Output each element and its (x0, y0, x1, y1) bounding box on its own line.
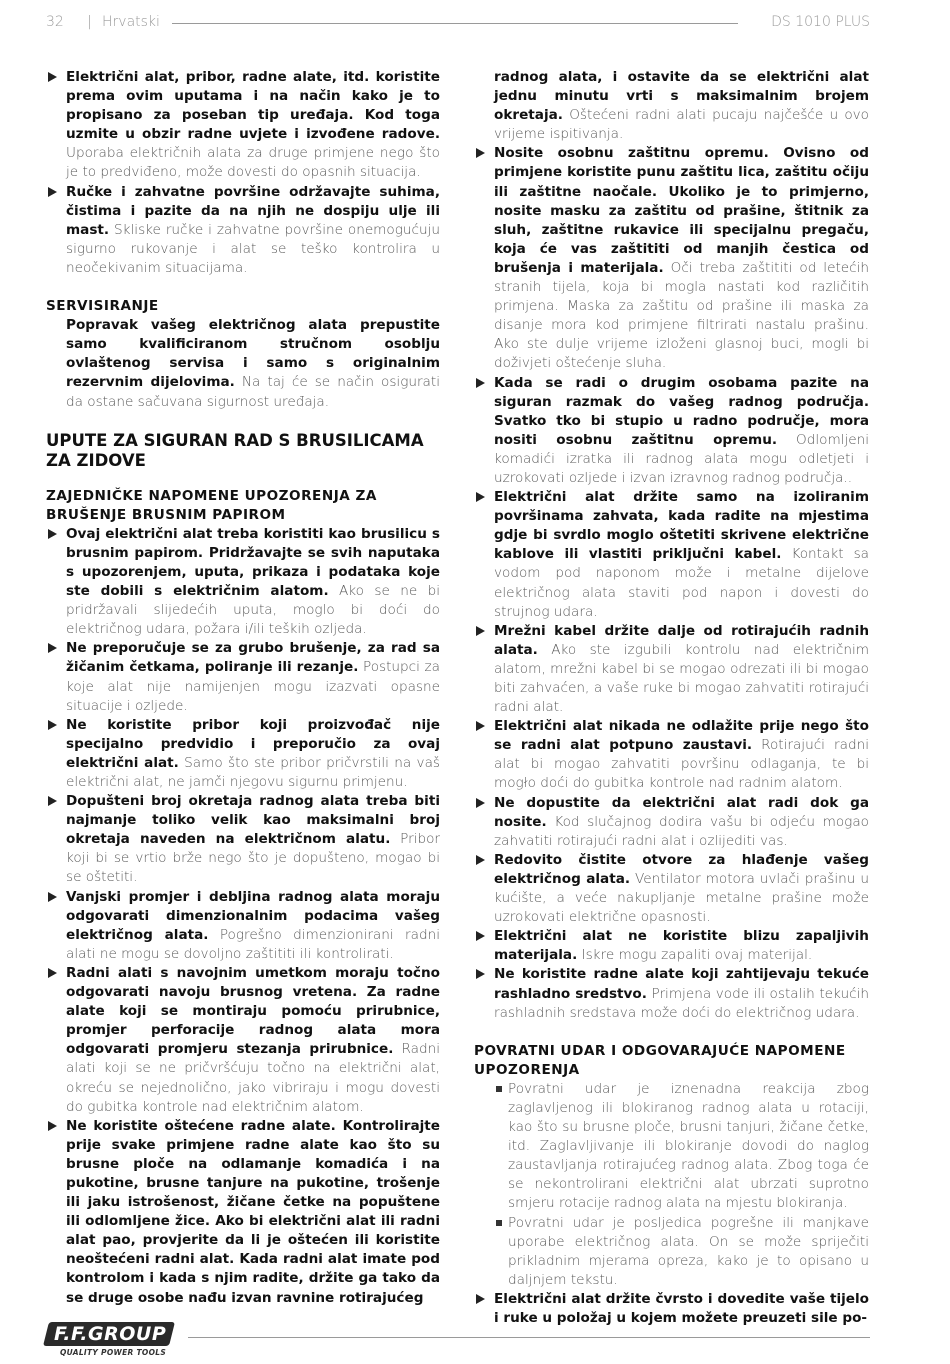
kickback-heading: POVRATNI UDAR I ODGOVARAJUĆE NAPOMENE UPOZORENJA (474, 1042, 846, 1078)
right-column (474, 68, 869, 1328)
bullet-triangle-icon (48, 796, 57, 806)
list-item: Električni alat, pribor, radne alate, itd. koristite prema ovim uputama i na način kako je to propisano za poseban tip uređaja. Kod toga uzmite u obzir radne uvjete i izvođene radove. Uporaba električnih alata za druge primjene nego što je to predviđeno, može dovesti do opasnih situacija. (46, 68, 440, 183)
servis-paragraph: Popravak vašeg električnog alata prepustite samo kvalificiranom stručnom osoblju ovlaštenog servisa i samo s originalnim rezervnim dijelovima. Na taj će se način osigurati da ostane sačuvana sigurnost uređaja. (66, 317, 440, 410)
square-list-item: Povratni udar je iznenadna reakcija zbog zaglavljenog ili blokiranog radnog alata u rotaciji, kao što su brusne ploče, brusni tanjuri, žičane četke, itd. Zaglavljivanje ili blokiranje dovodi do naglog zaustavljanja rotirajućeg radnog alata. Zbog toga će se nekontrolirani električni alat ubrzati suprotno smjeru rotacije radnog alata na mjestu blokiranja. (474, 1080, 869, 1214)
logo-text: F.F.GROUP (54, 1323, 167, 1345)
list-item: Mrežni kabel držite dalje od rotirajućih radnih alata. Ako ste izgubili kontrolu nad električnim alatom, mrežni kabel bi se mogao odrezati ili bi mogao biti zahvaćen, a vaše ruke bi mogao zahvatiti rotirajući radni alat. (474, 622, 869, 717)
header-rule (172, 23, 738, 24)
list-item: Radni alati s navojnim umetkom moraju točno odgovarati navoju brusnog vretena. Za radne alate koji se montiraju pomoću prirubnice, promjer perforacije radnog alata mora odgovarati promjeru stezanja prirubnice. Radni alati koji se ne pričvršćuju točno na električni alat, okreću se nejednolično, jako vibriraju i mogu dovesti do gubitka kontrole nad električnim alatom. (46, 964, 440, 1117)
header-model: DS 1010 PLUS (771, 14, 870, 30)
header-language: Hrvatski (102, 14, 160, 30)
bullet-triangle-icon (476, 378, 485, 388)
bullet-triangle-icon (48, 1121, 57, 1131)
list-item: Električni alat nikada ne odlažite prije nego što se radni alat potpuno zaustavi. Rotirajući radni alat bi mogao zahvatiti površinu odlaganja, te bi mogło doći do gubitka kontrole nad radnim alatom. (474, 717, 869, 793)
bullet-triangle-icon (48, 968, 57, 978)
bullet-triangle-icon (476, 855, 485, 865)
bullet-triangle-icon (476, 798, 485, 808)
bullet-triangle-icon (476, 148, 485, 158)
page-header (0, 14, 950, 34)
page-number: 32 (46, 14, 64, 30)
bullet-triangle-icon (476, 969, 485, 979)
ffgroup-logo (46, 1322, 174, 1358)
list-item-continued: radnog alata, i ostavite da se električni alat jednu minutu vrti s maksimalnim brojem okretaja. Oštećeni radni alati pucaju najčešće u ovo vrijeme ispitivanja. (494, 69, 869, 143)
list-item: Električni alat držite čvrsto i dovedite vaše tijelo i ruke u položaj u kojem možete preuzeti sile po- (474, 1290, 869, 1328)
bullet-triangle-icon (476, 492, 485, 502)
list-item: Dopušteni broj okretaja radnog alata treba biti najmanje toliko velik kao maksimalni broj okretaja naveden na električnom alatu. Pribor koji bi se vrtio brže nego što je dopušteno, mogao bi se oštetiti. (46, 792, 440, 887)
left-column (46, 68, 440, 1308)
list-item: Redovito čistite otvore za hlađenje vašeg električnog alata. Ventilator motora uvlači prašinu u kućište, a veće nakupljanje metalne prašine može uzrokovati električne opasnosti. (474, 851, 869, 927)
bullet-triangle-icon (48, 720, 57, 730)
list-item: Ne koristite pribor koji proizvođač nije specijalno predvidio i preporučio za ovaj električni alat. Samo što ste pribor pričvrstili na vaš električni alat, ne jamči njegovu sigurnu primjenu. (46, 716, 440, 792)
list-item: Kada se radi o drugim osobama pazite na siguran razmak do vašeg radnog područja. Svatko tko bi stupio u radno područje, mora nositi osobnu zaštitnu opremu. Odlomljeni komadići izratka ili radnog alata mogu odletjeti i uzrokovati ozljede i izvan izravnog radnog područja.. (474, 374, 869, 489)
bullet-triangle-icon (48, 72, 57, 82)
list-item: Ne koristite oštećene radne alate. Kontrolirajte prije svake primjene radne alate kao što su brusne ploče na odlamanje komadića i na pukotine, brusne tanjure na pukotine, trošenje ili jaku istrošenost, žičane četke na popuštene ili odlomljene žice. Ako bi električni alat ili radni alat pao, provjerite da li je oštećen ili koristite neoštećeni radni alat. Kada radni alat imate pod kontrolom i kada s njim radite, držite ga tako da se druge osobe nađu izvan ravnine rotirajućeg (46, 1117, 440, 1308)
bullet-triangle-icon (48, 187, 57, 197)
list-item: Vanjski promjer i debljina radnog alata moraju odgovarati dimenzionalnim podacima vašeg električnog alata. Pogrešno dimenzionirani radni alati ne mogu se dovoljno zaštititi ili kontrolirati. (46, 888, 440, 964)
logo-tagline: QUALITY POWER TOOLS (60, 1348, 167, 1357)
header-separator: | (87, 14, 92, 30)
footer-rule (188, 1337, 870, 1338)
bullet-triangle-icon (48, 529, 57, 539)
bullet-triangle-icon (476, 1294, 485, 1304)
bullet-triangle-icon (476, 721, 485, 731)
section-title: UPUTE ZA SIGURAN RAD S BRUSILICAMA ZA ZIDOVE (46, 430, 424, 470)
bullet-triangle-icon (48, 892, 57, 902)
list-item: Ne preporučuje se za grubo brušenje, za rad sa žičanim četkama, poliranje ili rezanje. Postupci za koje alat nije namijenjen mogu izazvati opasne situacije i ozljede. (46, 639, 440, 715)
bullet-triangle-icon (48, 643, 57, 653)
bullet-triangle-icon (476, 931, 485, 941)
list-item: Električni alat držite samo na izoliranim površinama zahvata, kada radite na mjestima gdje bi svrdlo moglo oštetiti skrivene električne kablove ili vlastiti priključni kabel. Kontakt sa vodom pod naponom može i metalne dijelove električnog alata staviti pod napon i dovesti do strujnog udara. (474, 488, 869, 622)
servis-heading: SERVISIRANJE (46, 298, 159, 315)
list-item: Električni alat ne koristite blizu zapaljivih materijala. Iskre mogu zapaliti ovaj materijal. (474, 927, 869, 965)
list-item: Ručke i zahvatne površine održavajte suhima, čistima i pazite da na njih ne dospiju ulje ili mast. Skliske ručke i zahvatne površine onemogućuju sigurno rukovanje i alat se teško kontrolira u neočekivanim situacijama. (46, 183, 440, 278)
list-item: Ne koristite radne alate koji zahtijevaju tekuće rashladno sredstvo. Primjena vode ili ostalih tekućih rashladnih sredstava može doći do električnog udara. (474, 965, 869, 1022)
list-item: Ne dopustite da električni alat radi dok ga nosite. Kod slučajnog dodira vašu bi odjeću mogao zahvatiti rotirajući radni alat i ozlijediti vas. (474, 794, 869, 851)
list-item: Nosite osobnu zaštitnu opremu. Ovisno od primjene koristite punu zaštitu lica, zaštitu očiju ili zaštitne naočale. Ukoliko je to primjerno, nosite masku za zaštitu od prašine, štitnik za sluh, zaštitne rukavice ili specijalnu pregaču, koja će vas zaštititi od manjih čestica od brušenja i materijala. Oči treba zaštititi od letećih stranih tijela, koja bi mogla nastati kod različitih primjena. Maska za zaštitu od prašine ili maska za disanje mora kod primjene filtrirati nastalu prašinu. Ako ste dulje vrijeme izloženi glasnoj buci, mogli bi doživjeti oštećenje sluha. (474, 144, 869, 373)
bullet-triangle-icon (476, 626, 485, 636)
bullet-square-icon (496, 1086, 502, 1092)
common-warnings-heading: ZAJEDNIČKE NAPOMENE UPOZORENJA ZA BRUŠENJE BRUSNIM PAPIROM (46, 487, 377, 523)
bullet-square-icon (496, 1220, 502, 1226)
square-list-item: Povratni udar je posljedica pogrešne ili manjkave uporabe električnog alata. On se može spriječiti prikladnim mjerama opreza, kako je to opisano u daljnjem tekstu. (474, 1214, 869, 1290)
list-item: Ovaj električni alat treba koristiti kao brusilicu s brusnim papirom. Pridržavajte se svih naputaka s upozorenjem, uputa, prikaza i podataka koje ste dobili s električnim alatom. Ako se ne bi pridržavali slijedećih uputa, moglo bi doći do električnog udara, požara i/ili teških ozljeda. (46, 525, 440, 640)
